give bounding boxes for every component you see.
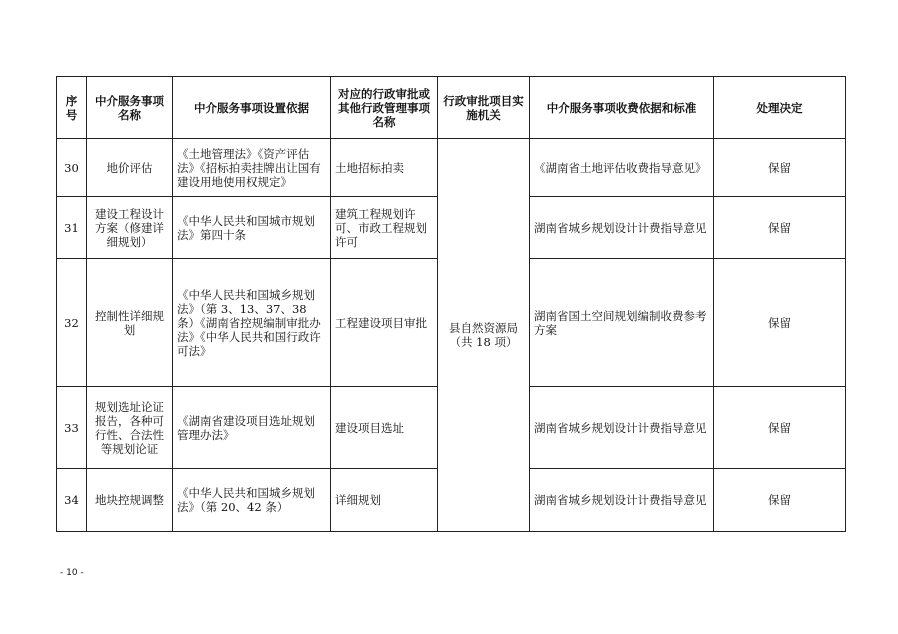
row-seq: 33 xyxy=(57,387,87,469)
header-name: 中介服务事项名称 xyxy=(87,77,173,139)
header-row xyxy=(57,77,846,139)
row-name: 地价评估 xyxy=(87,139,173,197)
header-fee: 中介服务事项收费依据和标准 xyxy=(530,77,714,139)
row-approval: 土地招标拍卖 xyxy=(331,139,438,197)
header-basis: 中介服务事项设置依据 xyxy=(173,77,331,139)
row-fee: 湖南省国土空间规划编制收费参考方案 xyxy=(530,259,714,387)
row-fee: 湖南省城乡规划设计计费指导意见 xyxy=(530,197,714,259)
row-fee: 湖南省城乡规划设计计费指导意见 xyxy=(530,469,714,532)
row-basis: 《土地管理法》《资产评估法》《招标拍卖挂牌出让国有建设用地使用权规定》 xyxy=(173,139,331,197)
header-approval: 对应的行政审批或其他行政管理事项名称 xyxy=(331,77,438,139)
row-approval: 建筑工程规划许可、市政工程规划许可 xyxy=(331,197,438,259)
page-number: - 10 - xyxy=(60,568,84,578)
row-seq: 32 xyxy=(57,259,87,387)
header-decision: 处理决定 xyxy=(714,77,846,139)
row-basis: 《湖南省建设项目选址规划管理办法》 xyxy=(173,387,331,469)
row-agency-merged: 县自然资源局（共 18 项） xyxy=(438,139,530,532)
header-seq: 序号 xyxy=(57,77,87,139)
row-decision: 保留 xyxy=(714,387,846,469)
service-items-table xyxy=(56,76,846,532)
row-approval: 详细规划 xyxy=(331,469,438,532)
row-approval: 工程建设项目审批 xyxy=(331,259,438,387)
row-fee: 湖南省城乡规划设计计费指导意见 xyxy=(530,387,714,469)
row-basis: 《中华人民共和国城乡规划法》（第 3、13、37、38 条）《湖南省控规编制审批办法》《中华人民共和国行政许可法》 xyxy=(173,259,331,387)
row-name: 地块控规调整 xyxy=(87,469,173,532)
row-basis: 《中华人民共和国城市规划法》第四十条 xyxy=(173,197,331,259)
row-name: 控制性详细规划 xyxy=(87,259,173,387)
table-row xyxy=(57,139,846,197)
row-seq: 30 xyxy=(57,139,87,197)
row-name: 规划选址论证报告，各种可行性、合法性等规划论证 xyxy=(87,387,173,469)
row-fee: 《湖南省土地评估收费指导意见》 xyxy=(530,139,714,197)
row-seq: 34 xyxy=(57,469,87,532)
row-basis: 《中华人民共和国城乡规划法》（第 20、42 条） xyxy=(173,469,331,532)
row-name: 建设工程设计方案（修建详细规划） xyxy=(87,197,173,259)
row-decision: 保留 xyxy=(714,197,846,259)
row-decision: 保留 xyxy=(714,469,846,532)
row-seq: 31 xyxy=(57,197,87,259)
header-agency: 行政审批项目实施机关 xyxy=(438,77,530,139)
row-decision: 保留 xyxy=(714,259,846,387)
row-decision: 保留 xyxy=(714,139,846,197)
row-approval: 建设项目选址 xyxy=(331,387,438,469)
